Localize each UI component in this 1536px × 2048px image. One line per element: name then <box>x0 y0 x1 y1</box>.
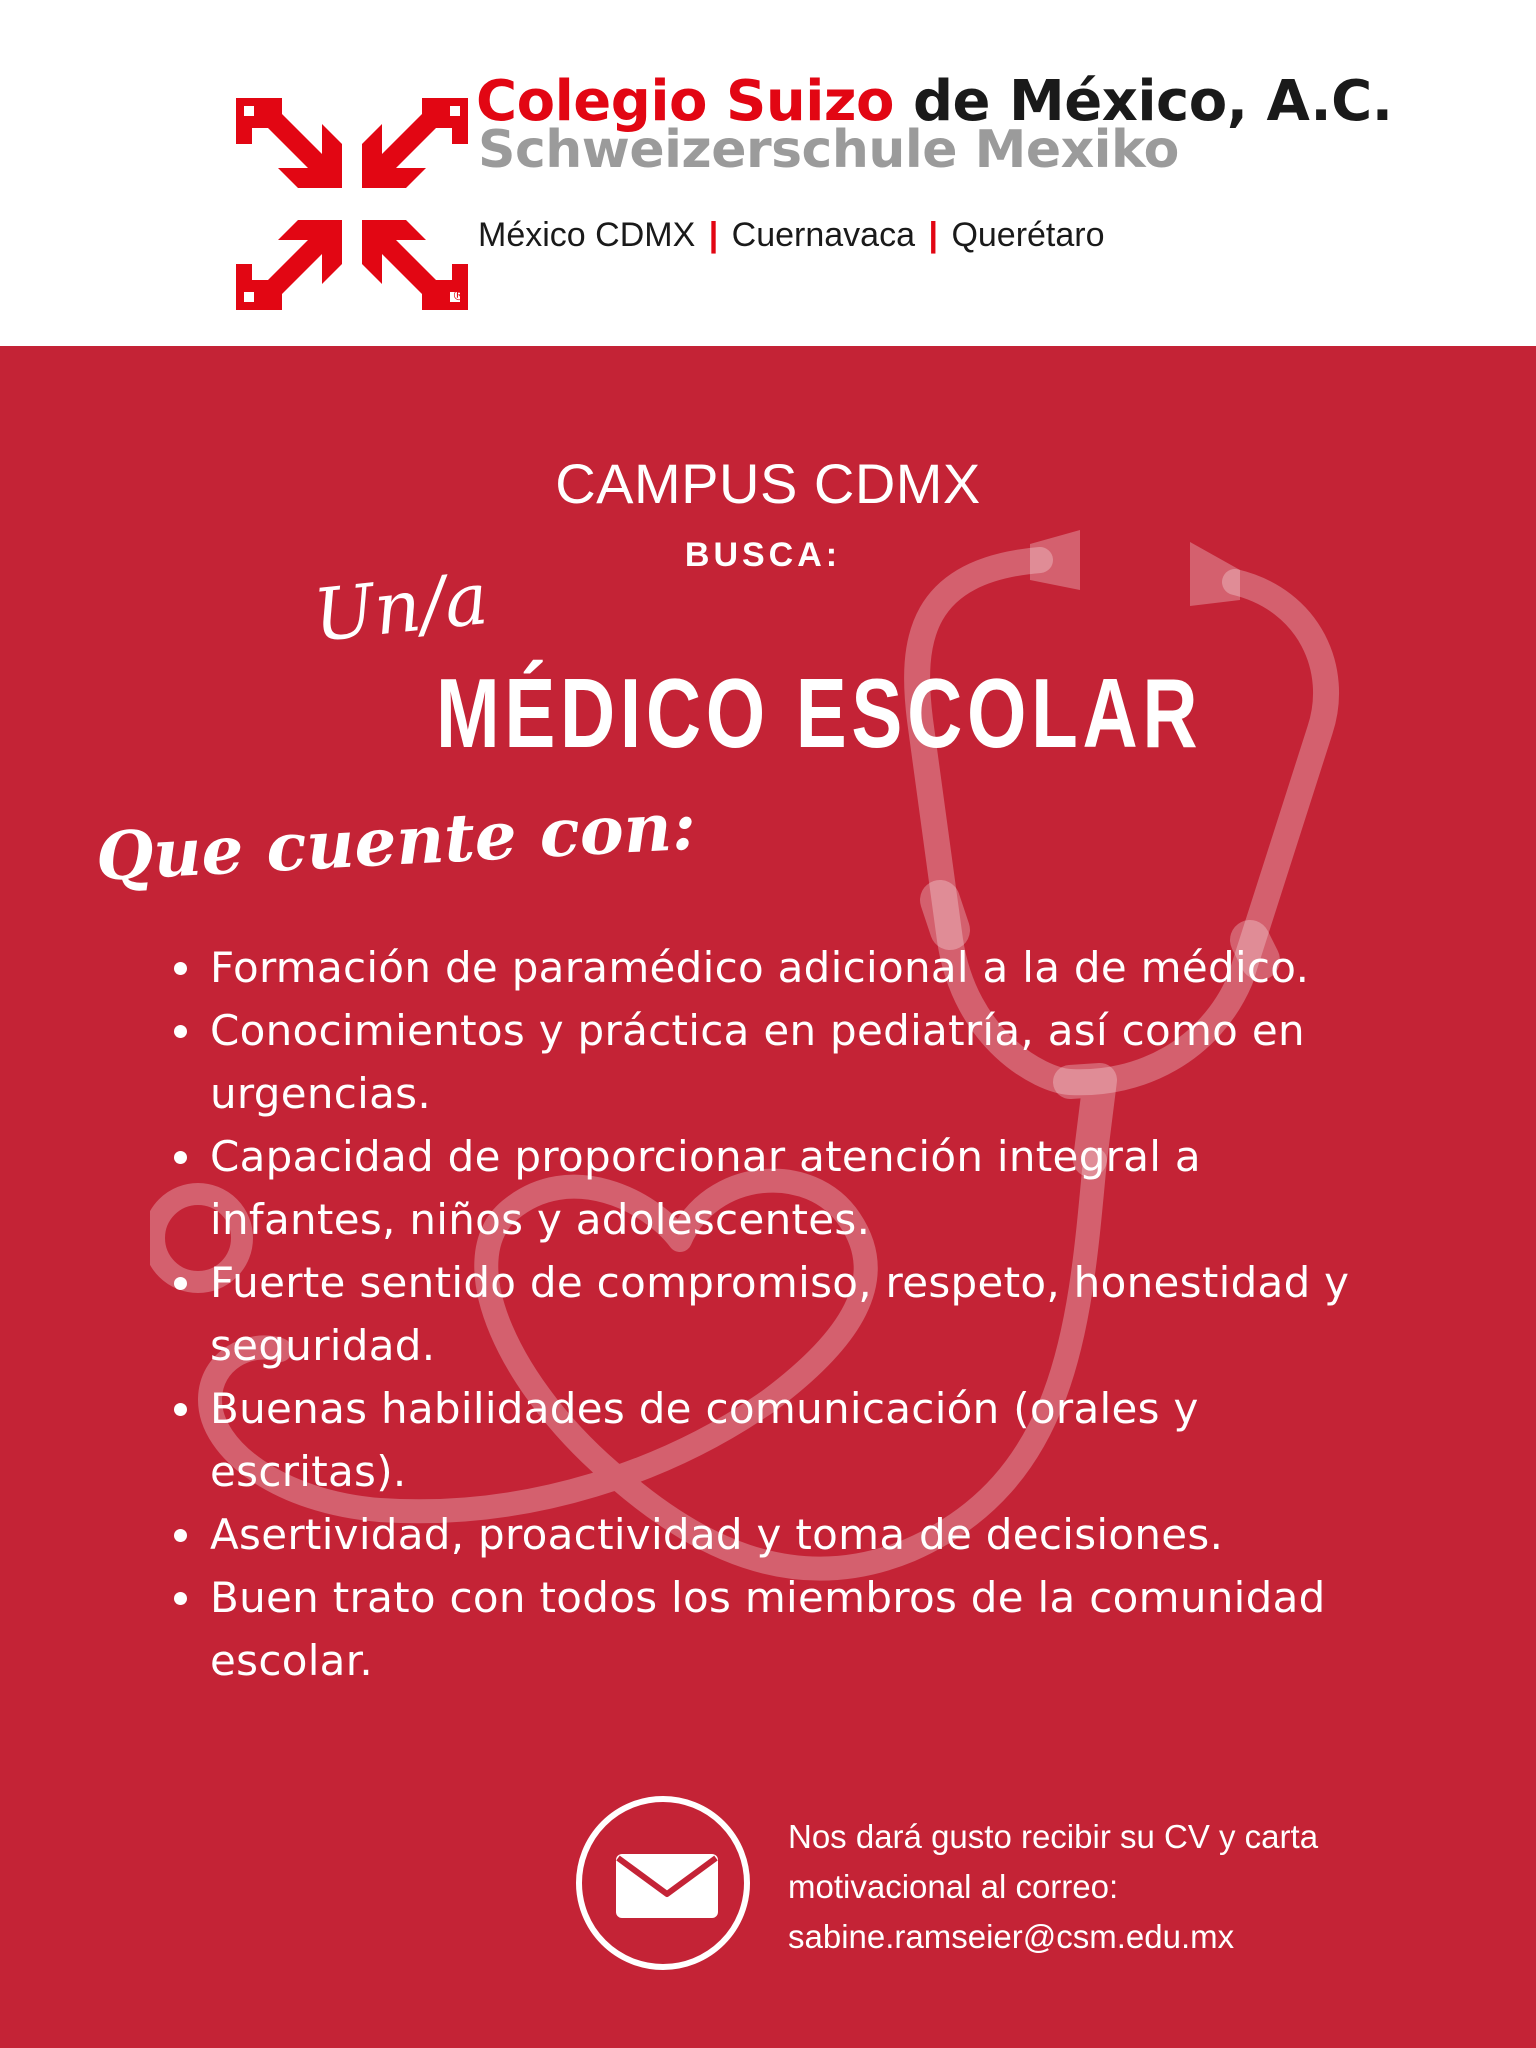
campus-label: CAMPUS CDMX <box>555 452 981 515</box>
contact-info <box>788 1812 1488 1962</box>
list-item: Conocimientos y práctica en pediatría, así como en urgencias. <box>170 999 1370 1125</box>
school-name-black: de México, A.C. <box>893 69 1393 134</box>
mail-icon-circle <box>576 1796 750 1970</box>
list-item: Buen trato con todos los miembros de la comunidad escolar. <box>170 1566 1370 1692</box>
job-title: MÉDICO ESCOLAR <box>436 658 1203 768</box>
location-queretaro: Querétaro <box>951 216 1105 254</box>
location-cdmx: México CDMX <box>478 216 696 254</box>
list-item: Fuerte sentido de compromiso, respeto, honestidad y seguridad. <box>170 1251 1370 1377</box>
school-name-red: Colegio Suizo <box>476 69 894 134</box>
una-label: Un/a <box>309 556 492 658</box>
school-name-german: Schweizerschule Mexiko <box>478 120 1179 180</box>
list-item: Formación de paramédico adicional a la de médico. <box>170 936 1370 999</box>
location-separator: | <box>928 216 938 254</box>
list-item: Capacidad de proporcionar atención integral a infantes, niños y adolescentes. <box>170 1125 1370 1251</box>
requirements-heading: Que cuente con: <box>93 786 698 896</box>
contact-line-2: motivacional al correo: <box>788 1868 1119 1905</box>
header <box>0 0 1536 346</box>
location-cuernavaca: Cuernavaca <box>731 216 916 254</box>
contact-email[interactable]: sabine.ramseier@csm.edu.mx <box>788 1918 1235 1955</box>
campus-locations <box>478 218 1105 252</box>
requirements-list <box>170 936 1370 1692</box>
busca-label: BUSCA: <box>684 536 842 574</box>
registered-mark: ® <box>452 288 466 304</box>
school-logo-icon <box>236 98 468 310</box>
list-item: Asertividad, proactividad y toma de decisiones. <box>170 1503 1370 1566</box>
contact-line-1: Nos dará gusto recibir su CV y carta <box>788 1818 1319 1855</box>
envelope-icon <box>616 1854 718 1918</box>
location-separator: | <box>708 216 719 254</box>
list-item: Buenas habilidades de comunicación (orales y escritas). <box>170 1377 1370 1503</box>
